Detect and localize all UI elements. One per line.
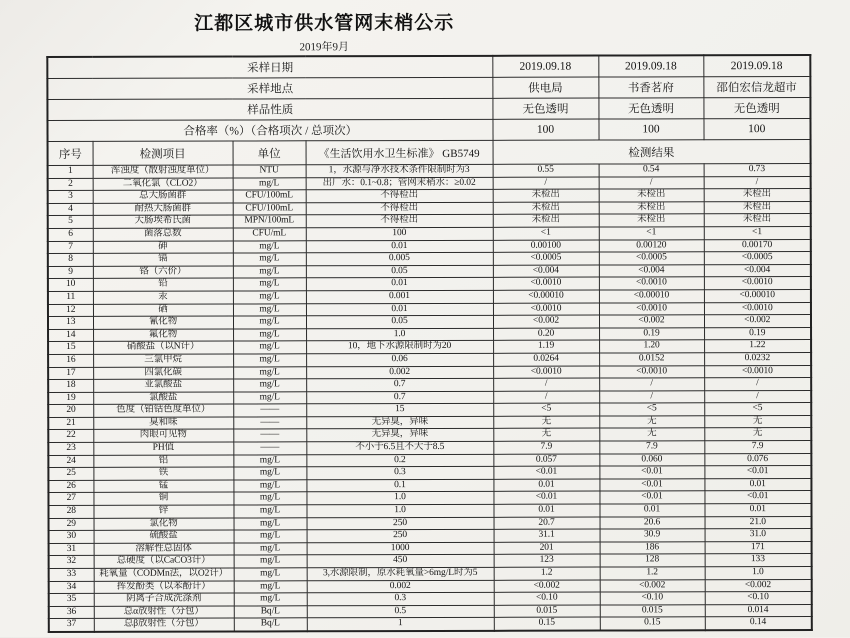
pass-rate-1: 100	[492, 119, 598, 140]
cell-result-2: <0.002	[599, 315, 704, 328]
cell-result-2: <1	[599, 227, 704, 240]
cell-result-2: 0.015	[600, 605, 705, 618]
cell-unit: CFU/100mL	[233, 190, 306, 203]
cell-result-1: <0.01	[493, 466, 599, 479]
results-body	[48, 163, 812, 631]
cell-unit: ——	[233, 429, 306, 442]
cell-item: 耗氧量（CODMn法，以O2计）	[94, 568, 234, 581]
cell-result-1: 0.15	[494, 617, 600, 630]
cell-seq: 26	[48, 480, 93, 493]
cell-seq: 36	[49, 606, 94, 619]
cell-unit: mg/L	[233, 492, 306, 505]
cell-result-2: 无	[599, 428, 704, 441]
cell-seq: 4	[48, 203, 93, 216]
cell-item: 浑浊度（散射浊度单位）	[93, 165, 233, 178]
cell-result-3: 0.19	[704, 327, 811, 340]
cell-standard: 3,水源限制，原水耗氧量>6mg/L时为5	[307, 567, 494, 580]
cell-item: 阴离子合成洗涤剂	[94, 593, 234, 606]
cell-unit: mg/L	[234, 593, 307, 606]
cell-result-2: /	[599, 176, 704, 189]
cell-result-3: 0.14	[705, 617, 812, 630]
cell-result-1: 未检出	[493, 202, 599, 215]
cell-unit: ——	[233, 404, 306, 417]
cell-seq: 31	[49, 543, 94, 556]
cell-standard: 1.0	[306, 492, 493, 505]
cell-seq: 7	[48, 241, 93, 254]
cell-unit: mg/L	[233, 240, 306, 253]
cell-result-1: <0.0010	[493, 303, 599, 316]
cell-item: 耐热大肠菌群	[93, 203, 233, 216]
cell-result-3: <0.01	[704, 491, 811, 504]
cell-result-3: 0.00170	[704, 239, 811, 252]
title-block	[0, 7, 649, 55]
cell-seq: 5	[48, 216, 93, 229]
cell-result-2: <0.01	[599, 466, 704, 479]
cell-standard: 0.05	[306, 315, 493, 328]
cell-result-1: 未检出	[493, 214, 599, 227]
row-label-sample-location: 采样地点	[47, 77, 492, 99]
cell-seq: 34	[49, 581, 94, 594]
cell-item: 总硬度（以CaCO3计）	[94, 555, 234, 568]
cell-result-3: 0.0232	[704, 352, 811, 365]
page-subtitle: 2019年9月	[299, 41, 350, 54]
column-header-item: 检测项目	[93, 141, 233, 165]
cell-seq: 23	[48, 442, 93, 455]
cell-seq: 18	[48, 379, 93, 392]
cell-result-1: <0.00010	[493, 290, 599, 303]
cell-unit: Bq/L	[234, 618, 307, 631]
cell-item: 铜	[93, 492, 233, 505]
cell-result-1: <0.0010	[493, 277, 599, 290]
cell-standard: 0.1	[306, 479, 493, 492]
cell-result-3: 无	[704, 428, 811, 441]
column-header-seq: 序号	[48, 141, 93, 165]
cell-unit: mg/L	[233, 379, 306, 392]
cell-seq: 6	[48, 228, 93, 241]
cell-seq: 15	[48, 342, 93, 355]
cell-result-2: 20.6	[600, 516, 705, 529]
cell-seq: 12	[48, 304, 93, 317]
cell-seq: 2	[48, 178, 93, 191]
cell-item: 总β放射性（分包）	[94, 618, 234, 631]
cell-result-1: <0.0010	[493, 366, 599, 379]
cell-standard: 0.06	[306, 353, 493, 366]
cell-seq: 10	[48, 279, 93, 292]
cell-item: 铅	[93, 278, 233, 291]
cell-result-1: 0.00100	[493, 240, 599, 253]
pass-rate-3: 100	[703, 118, 810, 139]
column-header-standard: 《生活饮用水卫生标准》 GB5749	[306, 140, 493, 164]
cell-standard: 100	[306, 227, 493, 240]
cell-result-1: 0.01	[493, 504, 599, 517]
cell-item: 锌	[93, 505, 233, 518]
cell-item: 四氯化碳	[93, 367, 233, 380]
cell-unit: mg/L	[234, 555, 307, 568]
cell-seq: 27	[48, 493, 93, 506]
cell-result-1: 0.01	[493, 479, 599, 492]
cell-result-1: 0.20	[493, 328, 599, 341]
table-row	[49, 617, 812, 632]
cell-seq: 13	[48, 316, 93, 329]
cell-item: 肉眼可见物	[93, 429, 233, 442]
cell-result-1: <0.002	[493, 315, 599, 328]
cell-result-3: 未检出	[704, 214, 811, 227]
cell-item: 溶解性总固体	[94, 543, 234, 556]
cell-result-2: <0.01	[599, 479, 704, 492]
cell-standard: 0.7	[306, 391, 493, 404]
cell-result-1: 1.19	[493, 340, 599, 353]
cell-standard: 出厂水：0.1~0.8；管网末稍水：≥0.02	[306, 177, 493, 190]
cell-seq: 21	[48, 417, 93, 430]
cell-result-1: 无	[493, 429, 599, 442]
cell-result-2: 0.0152	[599, 353, 704, 366]
cell-result-1: <0.10	[494, 592, 600, 605]
cell-result-2: <0.0010	[599, 277, 704, 290]
cell-result-2: 7.9	[599, 441, 704, 454]
cell-result-1: 0.55	[493, 164, 599, 177]
cell-result-1: <0.002	[494, 580, 600, 593]
cell-result-3: <5	[704, 403, 811, 416]
cell-result-3: <0.0010	[704, 277, 811, 290]
cell-seq: 28	[48, 505, 93, 518]
cell-unit: mg/L	[233, 505, 306, 518]
cell-result-2: <0.10	[600, 592, 705, 605]
cell-unit: mg/L	[233, 341, 306, 354]
cell-unit: mg/L	[233, 291, 306, 304]
cell-result-3: 无	[704, 415, 811, 428]
cell-result-2: 未检出	[599, 189, 704, 202]
cell-unit: NTU	[233, 165, 306, 178]
cell-unit: mg/L	[233, 454, 306, 467]
cell-result-2: <0.0005	[599, 252, 704, 265]
cell-result-3: <0.0010	[704, 302, 811, 315]
cell-seq: 17	[48, 367, 93, 380]
cell-result-1: 未检出	[493, 189, 599, 202]
cell-result-2: <0.0010	[599, 302, 704, 315]
cell-seq: 8	[48, 254, 93, 267]
cell-result-2: 0.060	[599, 453, 704, 466]
cell-result-3: 未检出	[704, 201, 811, 214]
sample-property-3: 无色透明	[703, 97, 810, 118]
cell-standard: 不得检出	[306, 190, 493, 203]
cell-unit: mg/L	[233, 253, 306, 266]
cell-unit: mg/L	[234, 517, 307, 530]
cell-result-3: 171	[705, 541, 812, 554]
cell-result-1: 1.2	[494, 567, 600, 580]
cell-item: 菌落总数	[93, 228, 233, 241]
cell-unit: mg/L	[233, 391, 306, 404]
cell-result-2: <0.002	[600, 579, 705, 592]
cell-item: 二氧化氯（CLO2）	[93, 178, 233, 191]
cell-result-1: 0.015	[494, 605, 600, 618]
cell-result-2: 0.15	[600, 617, 705, 630]
cell-result-1: 123	[494, 554, 600, 567]
cell-result-1: <1	[493, 227, 599, 240]
cell-item: 氯酸盐	[93, 392, 233, 405]
cell-result-3: /	[704, 378, 811, 391]
cell-unit: mg/L	[233, 278, 306, 291]
cell-result-3: <0.002	[704, 315, 811, 328]
row-label-pass-rate: 合格率（%）（合格项次 / 总项次）	[47, 119, 492, 141]
cell-unit: CFU/mL	[233, 228, 306, 241]
cell-result-3: 未检出	[704, 189, 811, 202]
table-row-pass-rate	[47, 118, 810, 141]
sample-date-2: 2019.09.18	[598, 55, 703, 77]
cell-standard: 0.01	[306, 278, 493, 291]
table-row-sample-location	[47, 76, 810, 99]
cell-seq: 29	[49, 518, 94, 531]
cell-unit: mg/L	[233, 177, 306, 190]
cell-result-3: /	[704, 176, 811, 189]
cell-seq: 19	[48, 392, 93, 405]
table-header-block	[47, 55, 810, 165]
cell-item: 挥发酚类（以苯酚计）	[94, 581, 234, 594]
cell-result-1: 201	[494, 542, 600, 555]
table-row-sample-property	[47, 97, 810, 120]
cell-result-1: /	[493, 177, 599, 190]
cell-item: 大肠埃希氏菌	[93, 215, 233, 228]
sample-date-3: 2019.09.18	[703, 55, 810, 77]
cell-result-2: 未检出	[599, 214, 704, 227]
cell-standard: 0.002	[307, 580, 494, 593]
cell-result-2: <0.01	[599, 491, 704, 504]
cell-seq: 14	[48, 329, 93, 342]
cell-seq: 22	[48, 430, 93, 443]
cell-standard: 0.5	[307, 605, 494, 618]
cell-unit: MPN/100mL	[233, 215, 306, 228]
cell-result-3: 1.0	[705, 566, 812, 579]
cell-seq: 11	[48, 291, 93, 304]
cell-result-1: <5	[493, 403, 599, 416]
cell-standard: 1	[307, 618, 494, 632]
cell-item: 色度（铂钴色度单位）	[93, 404, 233, 417]
cell-unit: CFU/100mL	[233, 203, 306, 216]
cell-result-3: <0.01	[704, 466, 811, 479]
cell-item: 铝	[93, 455, 233, 468]
cell-result-3: <0.0005	[704, 252, 811, 265]
cell-item: 总α放射性（分包）	[94, 606, 234, 619]
column-header-result: 检测结果	[493, 139, 811, 164]
cell-item: 铬（六价）	[93, 266, 233, 279]
cell-standard: 15	[306, 404, 493, 417]
cell-standard: 0.005	[306, 252, 493, 265]
cell-unit: mg/L	[233, 266, 306, 279]
pass-rate-2: 100	[598, 119, 703, 140]
cell-standard: 1，水源与净水技术条件限制时为3	[306, 164, 493, 177]
cell-standard: 0.002	[306, 366, 493, 379]
cell-item: 汞	[93, 291, 233, 304]
column-header-unit: 单位	[233, 141, 306, 165]
cell-unit: mg/L	[233, 329, 306, 342]
cell-result-2: <5	[599, 403, 704, 416]
cell-item: 硒	[93, 304, 233, 317]
cell-unit: mg/L	[234, 580, 307, 593]
water-quality-table	[46, 54, 813, 633]
cell-result-2: <0.00010	[599, 290, 704, 303]
cell-standard: 0.3	[306, 467, 493, 480]
cell-result-1: /	[493, 378, 599, 391]
cell-result-3: 133	[705, 554, 812, 567]
cell-standard: 250	[307, 530, 494, 543]
cell-unit: ——	[233, 417, 306, 430]
cell-result-3: 0.73	[704, 163, 811, 176]
cell-result-3: 1.22	[704, 340, 811, 353]
cell-standard: 0.3	[307, 593, 494, 606]
cell-unit: mg/L	[233, 467, 306, 480]
cell-result-3: 31.0	[705, 529, 812, 542]
cell-standard: 0.2	[306, 454, 493, 467]
sample-location-3: 邵伯宏信龙超市	[703, 76, 810, 97]
cell-standard: 不得检出	[306, 215, 493, 228]
cell-result-3: 7.9	[704, 441, 811, 454]
cell-result-1: 31.1	[494, 529, 600, 542]
cell-item: 砷	[93, 241, 233, 254]
cell-standard: 1.0	[306, 504, 493, 517]
cell-result-1: 无	[493, 416, 599, 429]
cell-item: PH值	[93, 442, 233, 455]
cell-seq: 25	[48, 468, 93, 481]
cell-result-2: 0.54	[599, 164, 704, 177]
sample-date-1: 2019.09.18	[492, 56, 598, 78]
cell-seq: 1	[48, 165, 93, 178]
cell-standard: 10，地下水源限制时为20	[306, 341, 493, 354]
cell-seq: 37	[49, 619, 94, 632]
cell-result-2: 未检出	[599, 202, 704, 215]
cell-standard: 0.01	[306, 303, 493, 316]
cell-item: 锰	[93, 480, 233, 493]
cell-result-2: 1.20	[599, 340, 704, 353]
cell-result-2: 30.9	[600, 529, 705, 542]
cell-item: 亚氯酸盐	[93, 379, 233, 392]
cell-unit: mg/L	[234, 568, 307, 581]
cell-result-3: 21.0	[705, 516, 812, 529]
cell-unit: ——	[233, 442, 306, 455]
table-row-sample-date	[47, 55, 810, 78]
cell-standard: 1000	[307, 542, 494, 555]
cell-result-3: 0.01	[704, 504, 811, 517]
cell-unit: mg/L	[233, 354, 306, 367]
cell-item: 氯化物	[94, 518, 234, 531]
cell-result-3: <0.10	[705, 592, 812, 605]
cell-result-3: 0.01	[704, 478, 811, 491]
cell-result-1: /	[493, 391, 599, 404]
cell-result-1: <0.004	[493, 265, 599, 278]
cell-item: 总大肠菌群	[93, 190, 233, 203]
cell-standard: 0.7	[306, 378, 493, 391]
cell-item: 氟化物	[93, 329, 233, 342]
cell-result-2: <0.004	[599, 265, 704, 278]
cell-result-3: <0.002	[705, 579, 812, 592]
page-title: 江都区城市供水管网末梢公示	[194, 12, 455, 35]
cell-result-3: <0.004	[704, 264, 811, 277]
cell-result-3: <0.00010	[704, 289, 811, 302]
cell-result-3: <1	[704, 226, 811, 239]
cell-item: 铁	[93, 467, 233, 480]
cell-result-2: 128	[600, 554, 705, 567]
cell-seq: 35	[49, 594, 94, 607]
row-label-sample-property: 样品性质	[47, 98, 492, 120]
table-column-header-row	[48, 139, 811, 165]
cell-unit: mg/L	[233, 303, 306, 316]
cell-standard: 1.0	[306, 328, 493, 341]
cell-unit: mg/L	[233, 480, 306, 493]
cell-item: 三氯甲烷	[93, 354, 233, 367]
sample-property-2: 无色透明	[598, 98, 703, 119]
cell-standard: 0.001	[306, 290, 493, 303]
cell-result-2: 186	[600, 542, 705, 555]
cell-result-1: 20.7	[494, 517, 600, 530]
cell-seq: 24	[48, 455, 93, 468]
cell-unit: mg/L	[234, 543, 307, 556]
cell-result-3: <0.0010	[704, 365, 811, 378]
cell-seq: 33	[49, 568, 94, 581]
cell-item: 氰化物	[93, 316, 233, 329]
cell-result-2: 0.00120	[599, 239, 704, 252]
cell-standard: 不得检出	[306, 202, 493, 215]
cell-unit: mg/L	[233, 366, 306, 379]
cell-result-2: <0.0010	[599, 365, 704, 378]
sample-property-1: 无色透明	[492, 98, 598, 119]
cell-result-1: 0.0264	[493, 353, 599, 366]
cell-standard: 250	[307, 517, 494, 530]
cell-standard: 0.01	[306, 240, 493, 253]
cell-result-3: 0.014	[705, 604, 812, 617]
cell-result-1: 0.057	[493, 454, 599, 467]
cell-standard: 450	[307, 555, 494, 568]
cell-result-1: 7.9	[493, 441, 599, 454]
cell-result-1: <0.0005	[493, 252, 599, 265]
cell-result-2: 0.01	[599, 504, 704, 517]
cell-item: 硝酸盐（以N计）	[93, 341, 233, 354]
sample-location-2: 书香茗府	[598, 77, 703, 98]
cell-item: 硫酸盐	[94, 530, 234, 543]
cell-result-3: /	[704, 390, 811, 403]
cell-standard: 不小于6.5且不大于8.5	[306, 441, 493, 454]
cell-standard: 0.05	[306, 265, 493, 278]
cell-standard: 无异臭，异味	[306, 416, 493, 429]
cell-seq: 32	[49, 556, 94, 569]
cell-result-2: /	[599, 378, 704, 391]
cell-unit: Bq/L	[234, 606, 307, 619]
cell-result-1: <0.01	[493, 491, 599, 504]
cell-result-2: 0.19	[599, 327, 704, 340]
cell-item: 镉	[93, 253, 233, 266]
cell-seq: 9	[48, 266, 93, 279]
cell-seq: 20	[48, 405, 93, 418]
cell-seq: 3	[48, 191, 93, 204]
cell-result-2: /	[599, 390, 704, 403]
cell-unit: mg/L	[234, 530, 307, 543]
cell-item: 臭和味	[93, 417, 233, 430]
cell-unit: mg/L	[233, 316, 306, 329]
cell-standard: 无异臭，异味	[306, 429, 493, 442]
cell-result-2: 无	[599, 416, 704, 429]
cell-result-3: 0.076	[704, 453, 811, 466]
cell-result-2: 1.2	[600, 567, 705, 580]
cell-seq: 30	[49, 531, 94, 544]
row-label-sample-date: 采样日期	[47, 56, 492, 79]
cell-seq: 16	[48, 354, 93, 367]
sample-location-1: 供电局	[492, 77, 598, 98]
